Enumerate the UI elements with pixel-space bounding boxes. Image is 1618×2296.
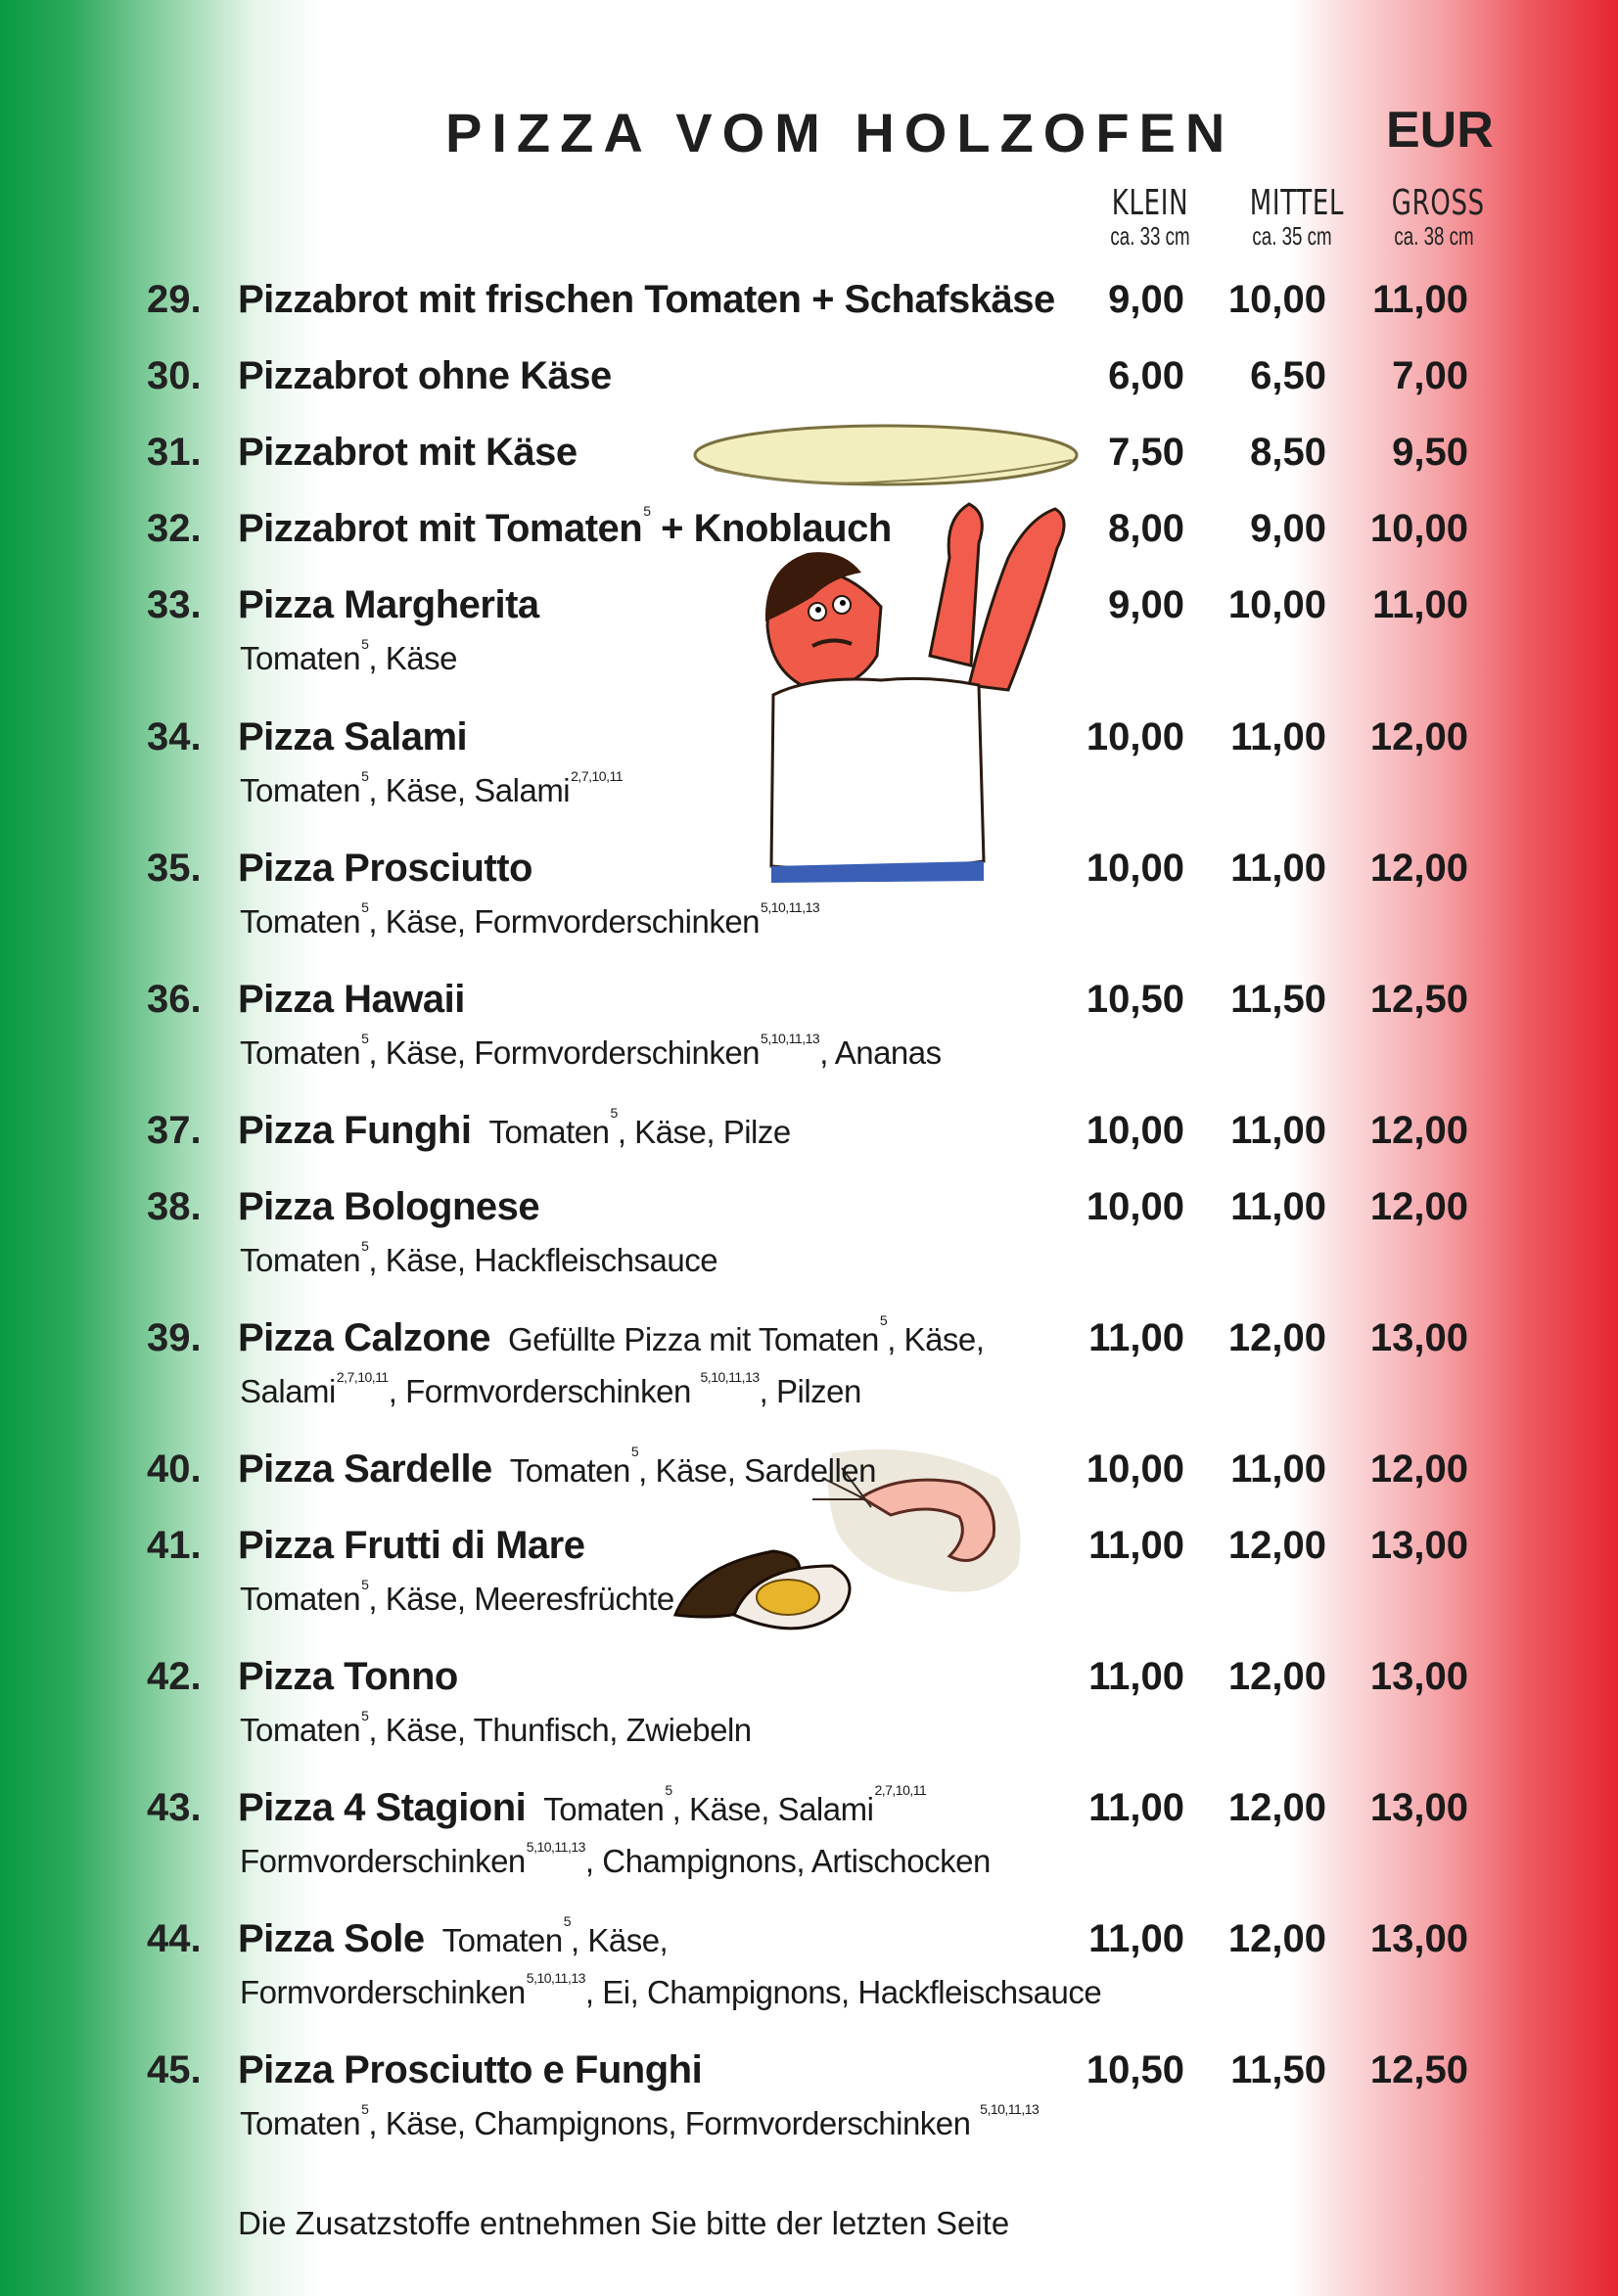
column-header-mittel [1233, 183, 1351, 252]
item-description: Tomaten$^5$, Käse, Pilze [488, 1105, 791, 1150]
price-gross: 12,50 [1369, 978, 1468, 1021]
item-description: Tomaten$^5$, Käse, Salami$^{2,7,10,11}$ [240, 768, 623, 808]
price-gross: 13,00 [1369, 1917, 1468, 1960]
price-klein: 11,00 [1088, 1316, 1184, 1359]
price-gross: 13,00 [1369, 1655, 1468, 1698]
item-name-part: + Knoblauch [650, 507, 892, 550]
item-description: Tomaten$^5$, Käse, Hackfleischsauce [240, 1238, 718, 1278]
price-klein: 6,00 [1108, 354, 1184, 397]
price-klein: 11,00 [1088, 1786, 1184, 1829]
item-name: Pizza Sardelle Tomaten$^5$, Käse, Sardellen [238, 1444, 876, 1491]
item-number: 42. [147, 1655, 202, 1698]
price-klein: 10,00 [1086, 1109, 1184, 1152]
price-klein: 11,00 [1088, 1524, 1184, 1567]
price-mittel: 12,00 [1227, 1316, 1326, 1359]
item-number: 34. [147, 715, 202, 758]
price-klein: 10,50 [1086, 978, 1184, 1021]
currency-label: EUR [1386, 102, 1494, 159]
price-klein: 10,00 [1086, 1447, 1184, 1491]
price-mittel: 11,00 [1230, 1447, 1326, 1491]
price-gross: 7,00 [1392, 354, 1468, 397]
price-gross: 12,00 [1369, 847, 1468, 890]
item-number: 37. [147, 1109, 202, 1152]
price-klein: 7,50 [1108, 431, 1184, 474]
item-description: Tomaten$^5$, Käse, Sardellen [509, 1444, 876, 1489]
price-mittel: 12,00 [1227, 1524, 1326, 1567]
item-description: Tomaten$^5$, Käse, Salami$^{2,7,10,11}$ [543, 1782, 927, 1827]
price-klein: 11,00 [1088, 1655, 1184, 1698]
price-mittel: 10,00 [1227, 583, 1326, 626]
item-name: Pizza Bolognese [238, 1185, 540, 1228]
item-name: Pizza Prosciutto [238, 847, 532, 890]
item-name: Pizzabrot mit frischen Tomaten + Schafskäse [238, 278, 1055, 321]
column-label: MITTEL [1249, 183, 1345, 223]
item-description: Tomaten$^5$, Käse, Formvorderschinken$^{5,10,11,13}$ [240, 899, 820, 940]
price-klein: 10,00 [1086, 847, 1184, 890]
item-number: 43. [147, 1786, 202, 1829]
item-description: Formvorderschinken$^{5,10,11,13}$, Champignons, Artischocken [240, 1839, 991, 1879]
item-description: Tomaten$^5$, Käse [240, 636, 457, 676]
item-number: 39. [147, 1316, 202, 1359]
price-mittel: 8,50 [1250, 431, 1326, 474]
item-description: Tomaten$^5$, Käse, Formvorderschinken$^{5,10,11,13}$, Ananas [240, 1031, 942, 1071]
price-mittel: 6,50 [1250, 354, 1326, 397]
item-description: Gefüllte Pizza mit Tomaten$^5$, Käse, [508, 1312, 985, 1357]
item-number: 30. [147, 354, 202, 397]
price-mittel: 11,50 [1230, 2048, 1326, 2091]
price-gross: 11,00 [1372, 583, 1468, 626]
item-number: 40. [147, 1447, 202, 1491]
column-header-gross [1375, 183, 1493, 252]
item-description: Tomaten$^5$, Käse, Thunfisch, Zwiebeln [240, 1708, 752, 1748]
column-label: GROSS [1391, 183, 1485, 223]
price-gross: 12,50 [1369, 2048, 1468, 2091]
column-size: ca. 33 cm [1110, 221, 1190, 251]
price-klein: 9,00 [1108, 278, 1184, 321]
item-description: Salami$^{2,7,10,11}$, Formvorderschinken $^{5,10,11,13}$, Pilzen [240, 1369, 861, 1409]
item-number: 41. [147, 1524, 202, 1567]
price-gross: 11,00 [1372, 278, 1468, 321]
column-size: ca. 38 cm [1394, 221, 1474, 251]
page-title: PIZZA VOM HOLZOFEN [445, 102, 1235, 163]
price-klein: 11,00 [1088, 1917, 1184, 1960]
item-name-part: Pizzabrot mit Tomaten [238, 507, 643, 550]
price-klein: 9,00 [1108, 583, 1184, 626]
item-description: Tomaten$^5$, Käse, [441, 1913, 669, 1958]
price-gross: 13,00 [1369, 1524, 1468, 1567]
item-name: Pizza Sole Tomaten$^5$, Käse, [238, 1913, 669, 1960]
price-gross: 10,00 [1369, 507, 1468, 550]
price-gross: 12,00 [1369, 1109, 1468, 1152]
price-mittel: 12,00 [1227, 1786, 1326, 1829]
item-number: 38. [147, 1185, 202, 1228]
price-mittel: 11,00 [1230, 715, 1326, 758]
price-klein: 10,50 [1086, 2048, 1184, 2091]
item-number: 29. [147, 278, 202, 321]
item-number: 36. [147, 978, 202, 1021]
price-mittel: 11,00 [1230, 847, 1326, 890]
price-gross: 12,00 [1369, 715, 1468, 758]
price-mittel: 11,50 [1230, 978, 1326, 1021]
item-name: Pizza Frutti di Mare [238, 1524, 585, 1567]
item-number: 32. [147, 507, 202, 550]
item-description: Tomaten$^5$, Käse, Champignons, Formvorderschinken $^{5,10,11,13}$ [240, 2101, 1040, 2141]
item-number: 31. [147, 431, 202, 474]
item-name: Pizzabrot ohne Käse [238, 354, 612, 397]
price-mittel: 11,00 [1230, 1185, 1326, 1228]
item-name: Pizza Calzone Gefüllte Pizza mit Tomaten$^5$, Käse, [238, 1312, 985, 1359]
item-name: Pizza Margherita [238, 583, 539, 626]
price-mittel: 11,00 [1230, 1109, 1326, 1152]
column-label: KLEIN [1111, 183, 1189, 223]
price-gross: 13,00 [1369, 1786, 1468, 1829]
pizza-chef-illustration [685, 411, 1086, 891]
item-name [238, 503, 892, 551]
price-klein: 10,00 [1086, 1185, 1184, 1228]
item-number: 35. [147, 847, 202, 890]
item-name: Pizza 4 Stagioni Tomaten$^5$, Käse, Salami$^{2,7,10,11}$ [238, 1782, 927, 1829]
item-number: 45. [147, 2048, 202, 2091]
item-name: Pizzabrot mit Käse [238, 431, 578, 474]
price-gross: 9,50 [1392, 431, 1468, 474]
item-name: Pizza Prosciutto e Funghi [238, 2048, 703, 2091]
price-mittel: 12,00 [1227, 1917, 1326, 1960]
item-name: Pizza Hawaii [238, 978, 465, 1021]
additive-note: 5 [643, 503, 651, 519]
item-name: Pizza Salami [238, 715, 468, 758]
footer-note: Die Zusatzstoffe entnehmen Sie bitte der letzten Seite [238, 2205, 1010, 2241]
column-size: ca. 35 cm [1252, 221, 1332, 251]
item-name: Pizza Funghi Tomaten$^5$, Käse, Pilze [238, 1105, 791, 1152]
price-klein: 8,00 [1108, 507, 1184, 550]
price-mittel: 9,00 [1250, 507, 1326, 550]
price-gross: 13,00 [1369, 1316, 1468, 1359]
item-description: Formvorderschinken$^{5,10,11,13}$, Ei, Champignons, Hackfleischsauce [240, 1970, 1102, 2010]
item-number: 33. [147, 583, 202, 626]
item-number: 44. [147, 1917, 202, 1960]
price-klein: 10,00 [1086, 715, 1184, 758]
column-header-klein [1091, 183, 1209, 252]
price-mittel: 12,00 [1227, 1655, 1326, 1698]
item-name: Pizza Tonno [238, 1655, 458, 1698]
item-description: Tomaten$^5$, Käse, Meeresfrüchte [240, 1577, 674, 1617]
price-gross: 12,00 [1369, 1185, 1468, 1228]
price-gross: 12,00 [1369, 1447, 1468, 1491]
price-mittel: 10,00 [1227, 278, 1326, 321]
